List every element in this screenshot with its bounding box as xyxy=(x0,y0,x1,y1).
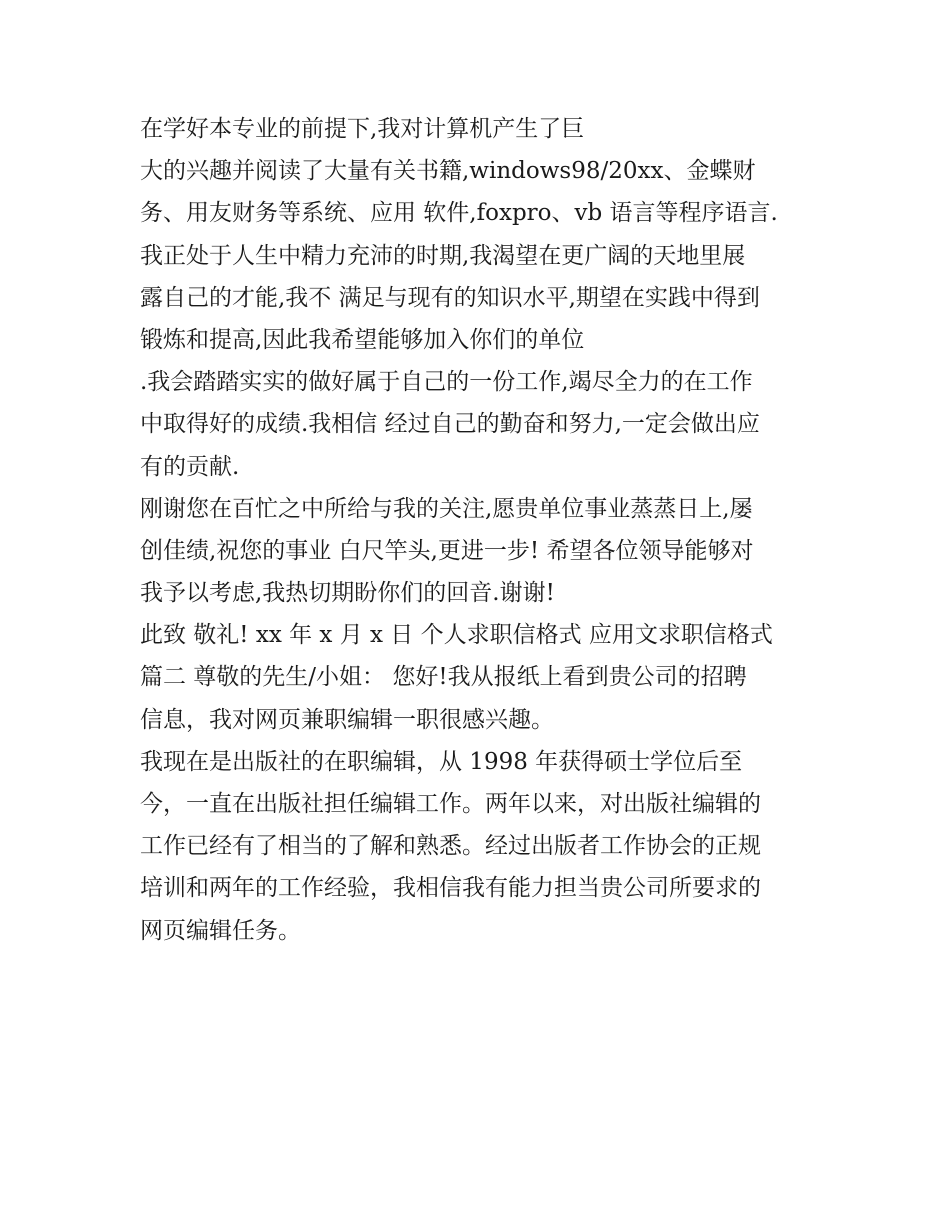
text-line: 创佳绩,祝您的事业 白尺竿头,更进一步! 希望各位领导能够对 xyxy=(140,537,754,564)
text-line: 培训和两年的工作经验，我相信我有能力担当贵公司所要求的 xyxy=(140,875,761,902)
text-line: 刚谢您在百忙之中所给与我的关注,愿贵单位事业蒸蒸日上,屡 xyxy=(140,495,753,522)
text-line: 我予以考虑,我热切期盼你们的回音.谢谢! xyxy=(140,580,555,607)
text-line: 露自己的才能,我不 满足与现有的知识水平,期望在实践中得到 xyxy=(140,284,760,311)
text-line: 务、用友财务等系统、应用 软件,foxpro、vb 语言等程序语言. xyxy=(140,200,778,227)
text-line: 我现在是出版社的在职编辑，从 1998 年获得硕士学位后至 xyxy=(140,748,743,775)
text-line: 网页编辑任务。 xyxy=(140,917,301,944)
text-line: 中取得好的成绩.我相信 经过自己的勤奋和努力,一定会做出应 xyxy=(140,411,760,438)
text-line: 篇二 尊敬的先生/小姐： 您好!我从报纸上看到贵公司的招聘 xyxy=(140,664,747,691)
text-line: 此致 敬礼! xx 年 x 月 x 日 个人求职信格式 应用文求职信格式 xyxy=(140,622,773,649)
text-line: 有的贡献. xyxy=(140,453,240,480)
text-line: 工作已经有了相当的了解和熟悉。经过出版者工作协会的正规 xyxy=(140,833,761,860)
text-line: 今，一直在出版社担任编辑工作。两年以来，对出版社编辑的 xyxy=(140,791,761,817)
text-line: .我会踏踏实实的做好属于自己的一份工作,竭尽全力的在工作 xyxy=(140,369,753,396)
text-line: 我正处于人生中精力充沛的时期,我渴望在更广阔的天地里展 xyxy=(140,242,746,269)
text-line: 锻炼和提高,因此我希望能够加入你们的单位 xyxy=(140,326,585,353)
document-body xyxy=(140,108,840,952)
text-line: 在学好本专业的前提下,我对计算机产生了巨 xyxy=(140,116,585,142)
text-line: 大的兴趣并阅读了大量有关书籍,windows98/20xx、金蝶财 xyxy=(140,158,756,185)
text-line: 信息，我对网页兼职编辑一职很感兴趣。 xyxy=(140,706,554,733)
